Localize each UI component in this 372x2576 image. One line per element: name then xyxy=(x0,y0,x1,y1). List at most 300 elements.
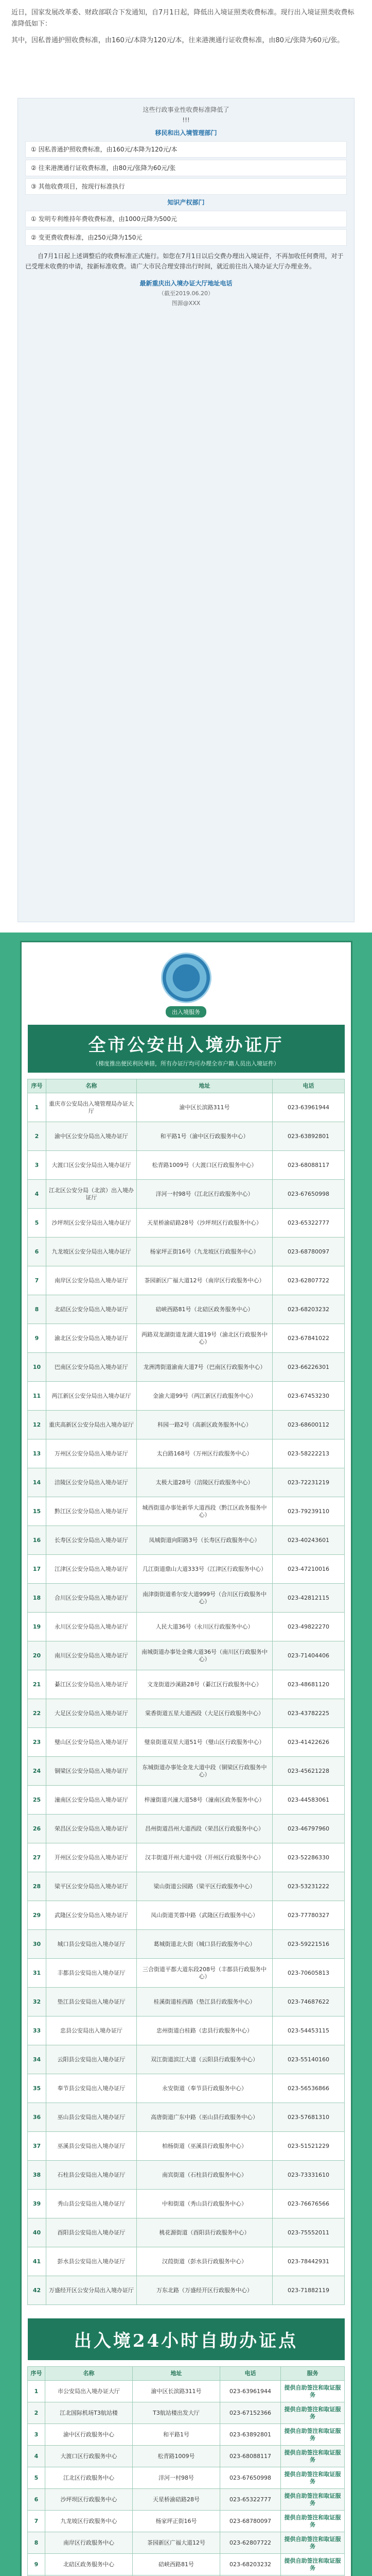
table-row xyxy=(28,2554,345,2575)
table-row xyxy=(28,1613,345,1641)
point-address: 茶园新区广福大道12号 xyxy=(133,2532,220,2554)
office-phone: 023-59221516 xyxy=(273,1930,345,1959)
row-number: 24 xyxy=(28,1757,46,1786)
fee-item: ② 往来港澳通行证收费标准，由80元/张降为60元/张 xyxy=(25,160,347,176)
row-number: 4 xyxy=(28,2446,45,2467)
table-row xyxy=(28,1439,345,1468)
table-row xyxy=(28,1815,345,1843)
office-name: 铜梁区公安分局出入境办证厅 xyxy=(46,1757,137,1786)
office-phone: 023-44583061 xyxy=(273,1786,345,1815)
office-name: 渝中区公安分局出入境办证厅 xyxy=(46,1122,137,1151)
office-name: 璧山区公安分局出入境办证厅 xyxy=(46,1728,137,1757)
board-panel xyxy=(20,941,352,2576)
table-row xyxy=(28,1295,345,1324)
card-footer xyxy=(25,279,347,307)
office-address: 南津街街道希尔安大道999号（合川区行政服务中心） xyxy=(137,1584,273,1613)
row-number: 20 xyxy=(28,1641,46,1670)
office-address: 金渝大道99号（两江新区行政服务中心） xyxy=(137,1382,273,1411)
office-phone: 023-49822270 xyxy=(273,1613,345,1641)
office-name: 大渡口区公安分局出入境办证厅 xyxy=(46,1151,137,1180)
fee-notice-card xyxy=(17,98,355,922)
table-row xyxy=(28,2446,345,2467)
row-number: 28 xyxy=(28,1872,46,1901)
table-row xyxy=(28,2190,345,2218)
row-number: 37 xyxy=(28,2132,46,2161)
table-row xyxy=(28,2016,345,2045)
selfservice-table-header xyxy=(28,2367,345,2381)
office-phone: 023-63961944 xyxy=(273,1093,345,1122)
office-name: 万州区公安分局出入境办证厅 xyxy=(46,1439,137,1468)
column-header: 地址 xyxy=(137,1079,273,1093)
point-address: 渝中区长滨路311号 xyxy=(133,2381,220,2402)
office-address: 渝中区长滨路311号 xyxy=(137,1093,273,1122)
point-phone: 023-63961944 xyxy=(220,2381,281,2402)
point-service: 提供自助签注和取证服务 xyxy=(281,2467,345,2489)
office-name: 渝北区公安分局出入境办证厅 xyxy=(46,1324,137,1353)
table-row xyxy=(28,1122,345,1151)
emblem-area xyxy=(22,942,351,1018)
selfservice-banner xyxy=(28,2318,345,2360)
office-address: 杨家坪正街16号（九龙坡区行政服务中心） xyxy=(137,1238,273,1266)
row-number: 12 xyxy=(28,1411,46,1439)
table-row xyxy=(28,1151,345,1180)
fee-item: ② 变更费收费标准，由250元降为150元 xyxy=(25,229,347,246)
office-address: 两路双龙湖街道龙湖大道19号（渝北区行政服务中心） xyxy=(137,1324,273,1353)
office-address: 昌州街道昌州大道西段（荣昌区行政服务中心） xyxy=(137,1815,273,1843)
office-phone: 023-68600112 xyxy=(273,1411,345,1439)
office-address: 璧泉街道双星大道51号（璧山区行政服务中心） xyxy=(137,1728,273,1757)
office-name: 涪陵区公安分局出入境办证厅 xyxy=(46,1468,137,1497)
office-address: 高唐街道广东中路（巫山县行政服务中心） xyxy=(137,2103,273,2132)
row-number: 8 xyxy=(28,2532,45,2554)
point-address: 松青路1009号 xyxy=(133,2446,220,2467)
point-service: 提供自助签注和取证服务 xyxy=(281,2489,345,2511)
office-name: 酉阳县公安局出入境办证厅 xyxy=(46,2218,137,2247)
article-intro xyxy=(0,0,372,90)
office-phone: 023-43782225 xyxy=(273,1699,345,1728)
police-emblem-icon xyxy=(161,953,211,1003)
table-row xyxy=(28,1497,345,1526)
office-name: 綦江区公安分局出入境办证厅 xyxy=(46,1670,137,1699)
office-phone: 023-63892801 xyxy=(273,1122,345,1151)
office-address: 棠香街道五星大道西段（大足区行政服务中心） xyxy=(137,1699,273,1728)
column-header: 序号 xyxy=(28,2367,45,2381)
table-row xyxy=(28,1382,345,1411)
office-address: 松青路1009号（大渡口区行政服务中心） xyxy=(137,1151,273,1180)
office-address: 南宾街道（石柱县行政服务中心） xyxy=(137,2161,273,2190)
offices-table-header xyxy=(28,1079,345,1093)
table-row xyxy=(28,1324,345,1353)
office-phone: 023-55140160 xyxy=(273,2045,345,2074)
office-phone: 023-65322777 xyxy=(273,1209,345,1238)
office-name: 江津区公安分局出入境办证厅 xyxy=(46,1555,137,1584)
column-header: 名称 xyxy=(45,2367,133,2381)
row-number: 39 xyxy=(28,2190,46,2218)
office-phone: 023-72231219 xyxy=(273,1468,345,1497)
office-phone: 023-67453230 xyxy=(273,1382,345,1411)
point-name: 九龙坡区行政服务中心 xyxy=(45,2511,133,2532)
row-number: 6 xyxy=(28,2489,45,2511)
row-number: 17 xyxy=(28,1555,46,1584)
row-number: 14 xyxy=(28,1468,46,1497)
offices-banner xyxy=(28,1025,345,1073)
table-row xyxy=(28,2532,345,2554)
row-number: 40 xyxy=(28,2218,46,2247)
office-name: 黔江区公安分局出入境办证厅 xyxy=(46,1497,137,1526)
office-name: 忠县公安局出入境办证厅 xyxy=(46,2016,137,2045)
office-phone: 023-76676566 xyxy=(273,2190,345,2218)
column-header: 电话 xyxy=(273,1079,345,1093)
intro-paragraph-1: 近日，国家发展改革委、财政部联合下发通知，自7月1日起，降低出入境证照类收费标准。现行出入境证照类收费标准降低如下： xyxy=(11,9,355,28)
row-number: 10 xyxy=(28,1353,46,1382)
table-row xyxy=(28,1930,345,1959)
row-number: 22 xyxy=(28,1699,46,1728)
point-name: 渝中区行政服务中心 xyxy=(45,2424,133,2446)
office-phone: 023-58222213 xyxy=(273,1439,345,1468)
notice-paragraph: 自7月1日起上述调整后的收费标准正式施行。如您在7月1日以后交费办理出入境证件，不再加收任何费用，对于已受理未收费的申请，按新标准收费。请广大市民合理安排出行时间，就近前往出入境办证大厅办理业务。 xyxy=(25,252,344,270)
row-number: 13 xyxy=(28,1439,46,1468)
office-address: 凤城街道向阳路3号（长寿区行政服务中心） xyxy=(137,1526,273,1555)
table-row xyxy=(28,1843,345,1872)
emblem-ribbon: 出入境服务 xyxy=(166,1006,206,1018)
point-phone: 023-68780097 xyxy=(220,2511,281,2532)
row-number: 21 xyxy=(28,1670,46,1699)
row-number: 35 xyxy=(28,2074,46,2103)
row-number: 16 xyxy=(28,1526,46,1555)
table-row xyxy=(28,2276,345,2305)
office-phone: 023-56536866 xyxy=(273,2074,345,2103)
row-number: 27 xyxy=(28,1843,46,1872)
office-address: 永安街道（奉节县行政服务中心） xyxy=(137,2074,273,2103)
row-number: 42 xyxy=(28,2276,46,2305)
row-number: 11 xyxy=(28,1382,46,1411)
table-row xyxy=(28,2467,345,2489)
point-address: 碚峡西路81号 xyxy=(133,2554,220,2575)
point-phone: 023-67152366 xyxy=(220,2402,281,2424)
table-row xyxy=(28,1526,345,1555)
table-row xyxy=(28,1209,345,1238)
row-number: 15 xyxy=(28,1497,46,1526)
row-number: 41 xyxy=(28,2247,46,2276)
office-phone: 023-68203232 xyxy=(273,1295,345,1324)
point-address: 天星桥渝碚路28号 xyxy=(133,2489,220,2511)
office-name: 梁平区公安分局出入境办证厅 xyxy=(46,1872,137,1901)
table-row xyxy=(28,2381,345,2402)
office-name: 沙坪坝区公安分局出入境办证厅 xyxy=(46,1209,137,1238)
table-row xyxy=(28,1988,345,2016)
office-name: 丰都县公安局出入境办证厅 xyxy=(46,1959,137,1988)
office-name: 重庆高新区公安分局出入境办证厅 xyxy=(46,1411,137,1439)
office-address: 汉葭街道（彭水县行政服务中心） xyxy=(137,2247,273,2276)
office-address: 几江街道鼎山大道333号（江津区行政服务中心） xyxy=(137,1555,273,1584)
row-number: 32 xyxy=(28,1988,46,2016)
office-name: 巴南区公安分局出入境办证厅 xyxy=(46,1353,137,1382)
row-number: 1 xyxy=(28,1093,46,1122)
table-row xyxy=(28,2161,345,2190)
office-board xyxy=(0,933,372,2576)
office-phone: 023-71404406 xyxy=(273,1641,345,1670)
point-service: 提供自助签注和取证服务 xyxy=(281,2446,345,2467)
office-phone: 023-42812115 xyxy=(273,1584,345,1613)
office-phone: 023-74687622 xyxy=(273,1988,345,2016)
row-number: 8 xyxy=(28,1295,46,1324)
office-name: 巫山县公安局出入境办证厅 xyxy=(46,2103,137,2132)
office-address: 梁山街道公园路（梁平区行政服务中心） xyxy=(137,1872,273,1901)
office-name: 武隆区公安分局出入境办证厅 xyxy=(46,1901,137,1930)
office-address: 人民大道36号（永川区行政服务中心） xyxy=(137,1613,273,1641)
office-address: 龙洲湾街道渝南大道7号（巴南区行政服务中心） xyxy=(137,1353,273,1382)
office-phone: 023-52286330 xyxy=(273,1843,345,1872)
point-phone: 023-65322777 xyxy=(220,2489,281,2511)
office-phone: 023-47210016 xyxy=(273,1555,345,1584)
office-address: 双江街道滨江大道（云阳县行政服务中心） xyxy=(137,2045,273,2074)
point-address: T3航站楼出发大厅 xyxy=(133,2402,220,2424)
office-name: 长寿区公安分局出入境办证厅 xyxy=(46,1526,137,1555)
office-phone: 023-68780097 xyxy=(273,1238,345,1266)
point-phone: 023-63892801 xyxy=(220,2424,281,2446)
table-row xyxy=(28,2247,345,2276)
office-phone: 023-75552011 xyxy=(273,2218,345,2247)
point-service: 提供自助签注和取证服务 xyxy=(281,2424,345,2446)
office-name: 垫江县公安局出入境办证厅 xyxy=(46,1988,137,2016)
office-name: 重庆市公安局出入境管理局办证大厅 xyxy=(46,1093,137,1122)
table-row xyxy=(28,2511,345,2532)
row-number: 6 xyxy=(28,1238,46,1266)
office-name: 巫溪县公安局出入境办证厅 xyxy=(46,2132,137,2161)
table-row xyxy=(28,1757,345,1786)
table-row xyxy=(28,1353,345,1382)
office-name: 城口县公安局出入境办证厅 xyxy=(46,1930,137,1959)
office-phone: 023-51521229 xyxy=(273,2132,345,2161)
office-name: 北碚区公安分局出入境办证厅 xyxy=(46,1295,137,1324)
fee-item: ③ 其他收费项目，按现行标准执行 xyxy=(25,178,347,195)
row-number: 9 xyxy=(28,2554,45,2575)
row-number: 23 xyxy=(28,1728,46,1757)
office-phone: 023-54453115 xyxy=(273,2016,345,2045)
office-address: 桂溪街道桂西路（垫江县行政服务中心） xyxy=(137,1988,273,2016)
table-row xyxy=(28,2424,345,2446)
row-number: 3 xyxy=(28,1151,46,1180)
table-row xyxy=(28,1093,345,1122)
row-number: 33 xyxy=(28,2016,46,2045)
office-address: 洋河一村98号（江北区行政服务中心） xyxy=(137,1180,273,1209)
section-title-ip: 知识产权部门 xyxy=(167,199,205,206)
table-row xyxy=(28,1266,345,1295)
office-phone: 023-73331610 xyxy=(273,2161,345,2190)
point-name: 江北国际机场T3航站楼 xyxy=(45,2402,133,2424)
office-phone: 023-77780327 xyxy=(273,1901,345,1930)
column-header: 服务 xyxy=(281,2367,345,2381)
image-source: 图源@XXX xyxy=(171,300,201,307)
office-name: 开州区公安分局出入境办证厅 xyxy=(46,1843,137,1872)
office-phone: 023-53231222 xyxy=(273,1872,345,1901)
table-row xyxy=(28,2218,345,2247)
office-phone: 023-40243601 xyxy=(273,1526,345,1555)
office-address: 城西街道办事处新华大道西段（黔江区政务服务中心） xyxy=(137,1497,273,1526)
row-number: 25 xyxy=(28,1786,46,1815)
office-address: 柏杨街道（巫溪县行政服务中心） xyxy=(137,2132,273,2161)
fee-item: ① 发明专利维持年费收费标准，由1000元降为500元 xyxy=(25,211,347,227)
table-row xyxy=(28,1555,345,1584)
office-phone: 023-70605813 xyxy=(273,1959,345,1988)
table-row xyxy=(28,1584,345,1613)
office-address: 文龙街道沙溪路28号（綦江区行政服务中心） xyxy=(137,1670,273,1699)
table-row xyxy=(28,1786,345,1815)
card-heading: 这些行政事业性收费标准降低了 xyxy=(143,106,229,113)
office-address: 和平路1号（渝中区行政服务中心） xyxy=(137,1122,273,1151)
office-name: 秀山县公安局出入境办证厅 xyxy=(46,2190,137,2218)
row-number: 26 xyxy=(28,1815,46,1843)
table-row xyxy=(28,1959,345,1988)
point-phone: 023-62807722 xyxy=(220,2532,281,2554)
table-row xyxy=(28,1468,345,1497)
office-address: 太极大道28号（涪陵区行政服务中心） xyxy=(137,1468,273,1497)
office-phone: 023-78442931 xyxy=(273,2247,345,2276)
table-row xyxy=(28,1180,345,1209)
row-number: 7 xyxy=(28,2511,45,2532)
office-name: 奉节县公安局出入境办证厅 xyxy=(46,2074,137,2103)
table-row xyxy=(28,1670,345,1699)
row-number: 29 xyxy=(28,1901,46,1930)
selfservice-title: 出入境24小时自助办证点 xyxy=(74,2331,298,2351)
table-row xyxy=(28,1411,345,1439)
office-address: 桃花源街道（酉阳县行政服务中心） xyxy=(137,2218,273,2247)
table-row xyxy=(28,1728,345,1757)
point-phone: 023-67650998 xyxy=(220,2467,281,2489)
office-name: 合川区公安分局出入境办证厅 xyxy=(46,1584,137,1613)
office-address: 葛城街道北大街（城口县行政服务中心） xyxy=(137,1930,273,1959)
office-address: 南城街道办事处金佛大道36号（南川区行政服务中心） xyxy=(137,1641,273,1670)
office-name: 荣昌区公安分局出入境办证厅 xyxy=(46,1815,137,1843)
office-name: 万盛经开区公安分局出入境办证厅 xyxy=(46,2276,137,2305)
office-name: 彭水县公安局出入境办证厅 xyxy=(46,2247,137,2276)
row-number: 9 xyxy=(28,1324,46,1353)
office-name: 江北区公安分局（北滨）出入境办证厅 xyxy=(46,1180,137,1209)
office-address: 中和街道（秀山县行政服务中心） xyxy=(137,2190,273,2218)
column-header: 名称 xyxy=(46,1079,137,1093)
office-phone: 023-66226301 xyxy=(273,1353,345,1382)
column-header: 电话 xyxy=(220,2367,281,2381)
table-row xyxy=(28,2045,345,2074)
office-name: 潼南区公安分局出入境办证厅 xyxy=(46,1786,137,1815)
table-row xyxy=(28,2132,345,2161)
column-header: 序号 xyxy=(28,1079,46,1093)
office-phone: 023-67650998 xyxy=(273,1180,345,1209)
office-phone: 023-57681310 xyxy=(273,2103,345,2132)
office-name: 大足区公安分局出入境办证厅 xyxy=(46,1699,137,1728)
office-address: 忠州街道白桂路（忠县行政服务中心） xyxy=(137,2016,273,2045)
office-address: 科园一路2号（高新区政务服务中心） xyxy=(137,1411,273,1439)
point-name: 北碚区政务服务中心 xyxy=(45,2554,133,2575)
point-service: 提供自助签注和取证服务 xyxy=(281,2381,345,2402)
row-number: 3 xyxy=(28,2424,45,2446)
table-row xyxy=(28,2489,345,2511)
point-address: 杨家坪正街16号 xyxy=(133,2511,220,2532)
office-name: 云阳县公安局出入境办证厅 xyxy=(46,2045,137,2074)
point-name: 沙坪坝区行政服务中心 xyxy=(45,2489,133,2511)
office-address: 碚峡西路81号（北碚区政务服务中心） xyxy=(137,1295,273,1324)
office-name: 南岸区公安分局出入境办证厅 xyxy=(46,1266,137,1295)
office-phone: 023-46797960 xyxy=(273,1815,345,1843)
section-title-immigration: 移民和出入境管理部门 xyxy=(155,129,217,137)
address-list-date: （截至2019.06.20） xyxy=(158,290,214,297)
point-service: 提供自助签注和取证服务 xyxy=(281,2402,345,2424)
office-phone: 023-41422626 xyxy=(273,1728,345,1757)
office-name: 石柱县公安局出入境办证厅 xyxy=(46,2161,137,2190)
point-service: 提供自助签注和取证服务 xyxy=(281,2532,345,2554)
address-list-title: 最新重庆出入境办证大厅地址电话 xyxy=(139,280,233,287)
office-phone: 023-48681120 xyxy=(273,1670,345,1699)
table-row xyxy=(28,1872,345,1901)
row-number: 34 xyxy=(28,2045,46,2074)
table-row xyxy=(28,2074,345,2103)
intro-paragraph-2: 其中，因私普通护照收费标准，由160元/本降为120元/本，往来港澳通行证收费标准，由80元/张降为60元/张。 xyxy=(11,37,344,44)
office-address: 三合街道平都大道东段208号（丰都县行政服务中心） xyxy=(137,1959,273,1988)
point-service: 提供自助签注和取证服务 xyxy=(281,2511,345,2532)
card-heading-marks: !!! xyxy=(182,116,190,124)
point-address: 洋河一村98号 xyxy=(133,2467,220,2489)
office-phone: 023-62807722 xyxy=(273,1266,345,1295)
row-number: 4 xyxy=(28,1180,46,1209)
row-number: 31 xyxy=(28,1959,46,1988)
column-header: 地址 xyxy=(133,2367,220,2381)
fee-item: ① 因私普通护照收费标准，由160元/本降为120元/本 xyxy=(25,141,347,158)
point-name: 市公安局出入境办证大厅 xyxy=(45,2381,133,2402)
table-row xyxy=(28,1901,345,1930)
table-row xyxy=(28,2103,345,2132)
office-name: 南川区公安分局出入境办证厅 xyxy=(46,1641,137,1670)
point-phone: 023-68088117 xyxy=(220,2446,281,2467)
office-phone: 023-67841022 xyxy=(273,1324,345,1353)
point-name: 大渡口区行政服务中心 xyxy=(45,2446,133,2467)
office-address: 梓潼街道兴潼大道58号（潼南区政务服务中心） xyxy=(137,1786,273,1815)
point-phone: 023-68203232 xyxy=(220,2554,281,2575)
point-name: 南岸区行政服务中心 xyxy=(45,2532,133,2554)
office-name: 永川区公安分局出入境办证厅 xyxy=(46,1613,137,1641)
row-number: 19 xyxy=(28,1613,46,1641)
point-address: 和平路1号 xyxy=(133,2424,220,2446)
row-number: 1 xyxy=(28,2381,45,2402)
offices-table xyxy=(27,1079,345,2305)
office-phone: 023-45621228 xyxy=(273,1757,345,1786)
office-phone: 023-68088117 xyxy=(273,1151,345,1180)
office-name: 两江新区公安分局出入境办证厅 xyxy=(46,1382,137,1411)
office-address: 汉丰街道开州大道中段（开州区行政服务中心） xyxy=(137,1843,273,1872)
point-service: 提供自助签注和取证服务 xyxy=(281,2554,345,2575)
table-row xyxy=(28,1699,345,1728)
table-row xyxy=(28,1238,345,1266)
offices-subtitle: （梯度推出便民利民举措，所有办证厅均可办理全市户籍人员出入境证件） xyxy=(93,1061,279,1067)
office-address: 凤山街道芙蓉中路（武隆区行政服务中心） xyxy=(137,1901,273,1930)
row-number: 5 xyxy=(28,2467,45,2489)
office-address: 万东北路（万盛经开区行政服务中心） xyxy=(137,2276,273,2305)
selfservice-table xyxy=(27,2366,345,2576)
office-name: 九龙坡区公安分局出入境办证厅 xyxy=(46,1238,137,1266)
offices-title: 全市公安出入境办证厅 xyxy=(88,1035,284,1056)
row-number: 36 xyxy=(28,2103,46,2132)
row-number: 7 xyxy=(28,1266,46,1295)
point-name: 江北区行政服务中心 xyxy=(45,2467,133,2489)
row-number: 18 xyxy=(28,1584,46,1613)
row-number: 5 xyxy=(28,1209,46,1238)
office-phone: 023-79239110 xyxy=(273,1497,345,1526)
office-address: 东城街道办事处金龙大道中段（铜梁区行政服务中心） xyxy=(137,1757,273,1786)
office-address: 太白路168号（万州区行政服务中心） xyxy=(137,1439,273,1468)
office-address: 天星桥渝碚路28号（沙坪坝区行政服务中心） xyxy=(137,1209,273,1238)
office-address: 茶园新区广福大道12号（南岸区行政服务中心） xyxy=(137,1266,273,1295)
row-number: 38 xyxy=(28,2161,46,2190)
row-number: 2 xyxy=(28,2402,45,2424)
